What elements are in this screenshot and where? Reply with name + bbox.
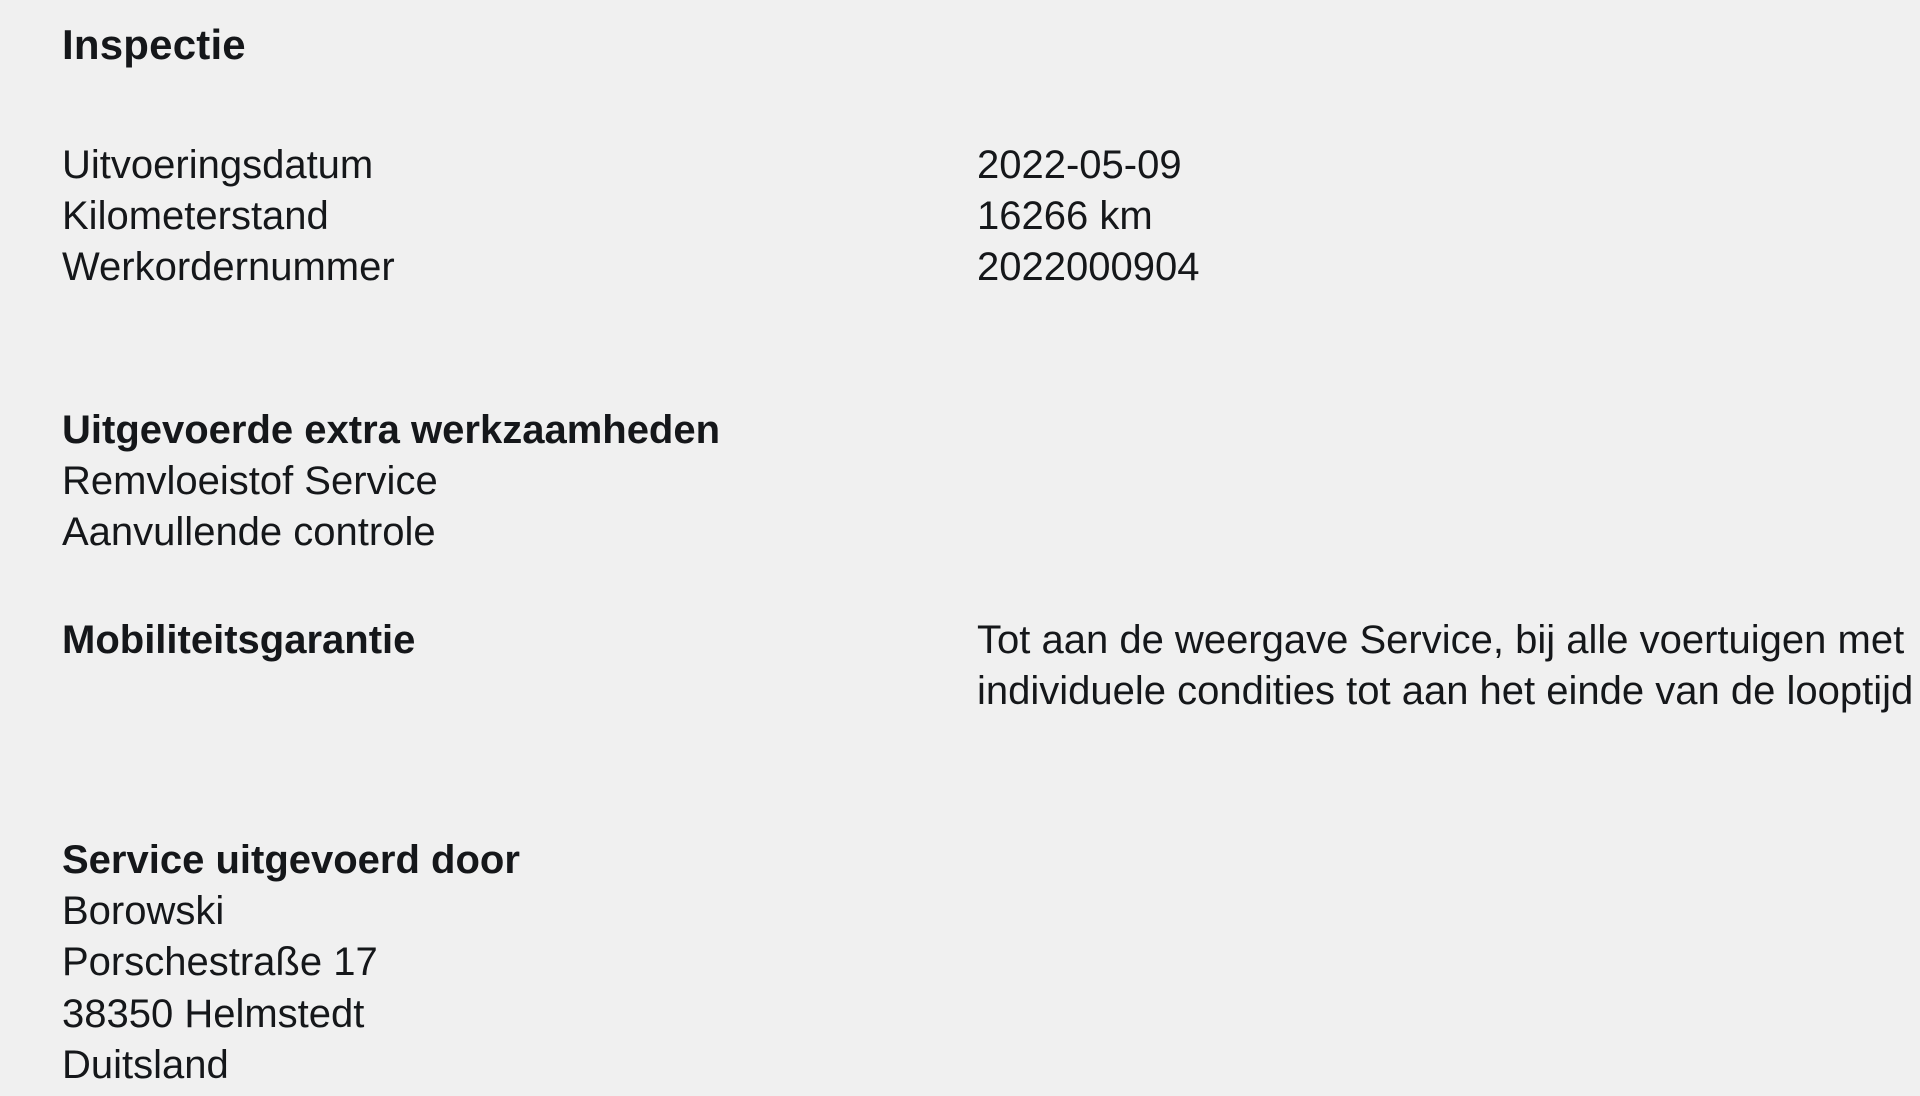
service-provider-street: Porschestraße 17	[62, 940, 378, 985]
row-value: 2022-05-09	[977, 143, 1182, 187]
mobility-guarantee-section	[62, 615, 1920, 717]
service-performed-by-section	[62, 835, 520, 1091]
row-label: Werkordernummer	[62, 245, 395, 290]
table-row	[62, 140, 1199, 191]
list-item: Aanvullende controle	[62, 510, 436, 555]
mobility-guarantee-heading: Mobiliteitsgarantie	[62, 618, 416, 662]
row-value: 2022000904	[977, 245, 1200, 290]
page-title: Inspectie	[62, 21, 246, 68]
inspection-details-table	[62, 140, 1199, 294]
table-row	[62, 191, 1199, 242]
list-item: Remvloeistof Service	[62, 459, 438, 504]
service-performed-by-heading: Service uitgevoerd door	[62, 838, 520, 882]
table-row	[62, 242, 1199, 293]
extra-works-heading: Uitgevoerde extra werkzaamheden	[62, 408, 721, 452]
row-label: Uitvoeringsdatum	[62, 143, 374, 187]
mobility-guarantee-text: Tot aan de weergave Service, bij alle voertuigen met individuele condities tot aan het einde van de looptijd	[977, 618, 1914, 714]
row-value: 16266 km	[977, 194, 1153, 239]
service-provider-name: Borowski	[62, 889, 225, 934]
row-label: Kilometerstand	[62, 194, 329, 239]
service-provider-city: 38350 Helmstedt	[62, 991, 365, 1036]
extra-works-section	[62, 405, 720, 559]
service-provider-country: Duitsland	[62, 1042, 229, 1087]
